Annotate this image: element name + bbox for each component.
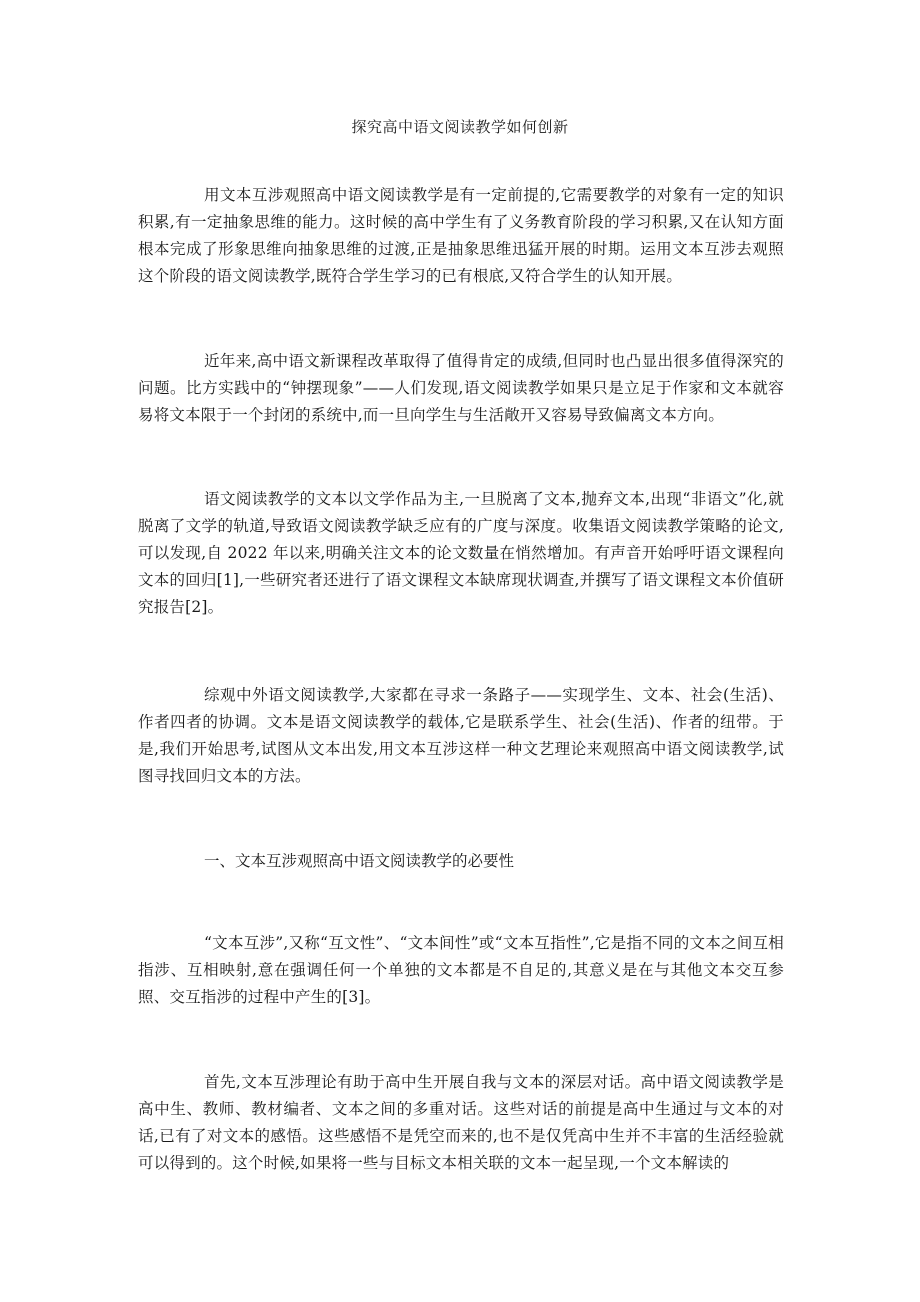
- section-paragraph-2: 首先,文本互涉理论有助于高中生开展自我与文本的深层对话。高中语文阅读教学是高中生、教师、教材编者、文本之间的多重对话。这些对话的前提是高中生通过与文本的对话,已有了对文本的感悟。这些感悟不是凭空而来的,也不是仅凭高中生并不丰富的生活经验就可以得到的。这个时候,如果将一些与目标文本相关联的文本一起呈现,一个文本解读的: [138, 1073, 784, 1172]
- section-heading: 一、文本互涉观照高中语文阅读教学的必要性: [204, 852, 515, 870]
- section-paragraph-1: “文本互涉”,又称“互文性”、“文本间性”或“文本互指性”,它是指不同的文本之间互相指涉、互相映射,意在强调任何一个单独的文本都是不自足的,其意义是在与其他文本交互参照、交互指涉的过程中产生的[3]。: [138, 934, 784, 1006]
- document-title: 探究高中语文阅读教学如何创新: [351, 118, 569, 136]
- paragraph-2: 近年来,高中语文新课程改革取得了值得肯定的成绩,但同时也凸显出很多值得深究的问题。比方实践中的“钟摆现象”——人们发现,语文阅读教学如果只是立足于作家和文本就容易将文本限于一个封闭的系统中,而一旦向学生与生活敞开又容易导致偏离文本方向。: [138, 352, 784, 424]
- paragraph-3: 语文阅读教学的文本以文学作品为主,一旦脱离了文本,抛弃文本,出现“非语文”化,就脱离了文学的轨道,导致语文阅读教学缺乏应有的广度与深度。收集语文阅读教学策略的论文,可以发现,自 2022 年以来,明确关注文本的论文数量在悄然增加。有声音开始呼吁语文课程向文本的回归[1],一些研究者还进行了语文课程文本缺席现状调查,并撰写了语文课程文本价值研究报告[2]。: [138, 490, 784, 616]
- paragraph-1: 用文本互涉观照高中语文阅读教学是有一定前提的,它需要教学的对象有一定的知识积累,有一定抽象思维的能力。这时候的高中学生有了义务教育阶段的学习积累,又在认知方面根本完成了形象思维向抽象思维的过渡,正是抽象思维迅猛开展的时期。运用文本互涉去观照这个阶段的语文阅读教学,既符合学生学习的已有根底,又符合学生的认知开展。: [138, 186, 784, 285]
- paragraph-4: 综观中外语文阅读教学,大家都在寻求一条路子——实现学生、文本、社会(生活)、作者四者的协调。文本是语文阅读教学的载体,它是联系学生、社会(生活)、作者的纽带。于是,我们开始思考,试图从文本出发,用文本互涉这样一种文艺理论来观照高中语文阅读教学,试图寻找回归文本的方法。: [138, 686, 784, 785]
